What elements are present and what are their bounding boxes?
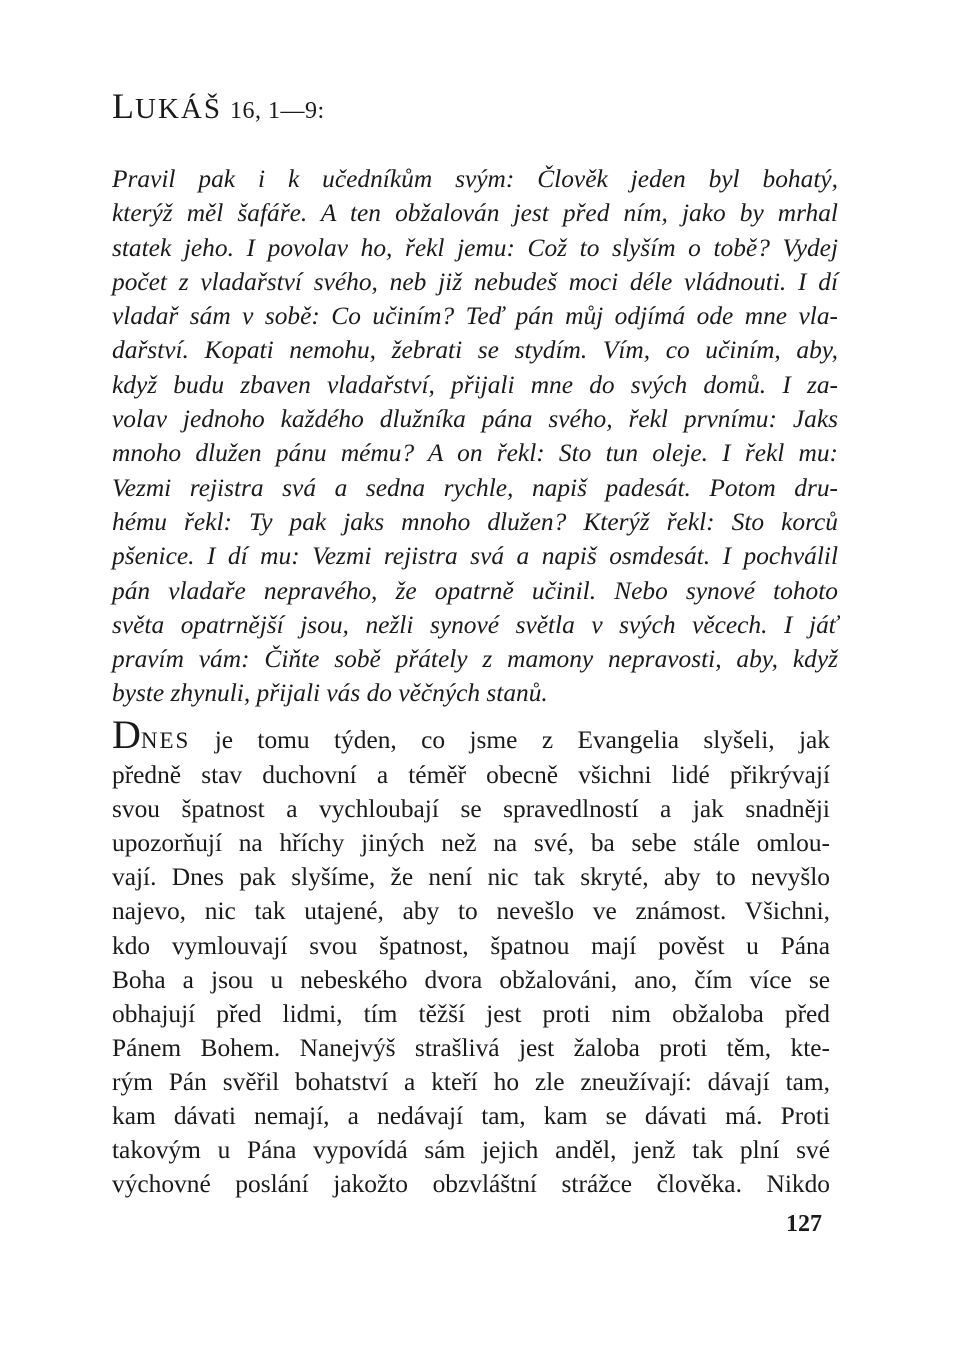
- scripture-line: světa opatrnější jsou, nežli synové světla v svých věcech. I jáť: [112, 610, 838, 639]
- heading-initial: L: [112, 86, 135, 126]
- sermon-body: [112, 712, 830, 1201]
- scripture-line: pán vladaře nepravého, že opatrně učinil. Nebo synové tohoto: [112, 576, 838, 605]
- body-line: obhajují před lidmi, tím těžší jest proti nim obžaloba před: [112, 999, 830, 1028]
- body-line: svou špatnost a vychloubají se spravedlností a jak snadněji: [112, 795, 830, 824]
- body-line: Boha a jsou u nebeského dvora obžalováni, ano, čím více se: [112, 965, 830, 994]
- scripture-line: volav jednoho každého dlužníka pána svého, řekl prvnímu: Jaks: [112, 405, 838, 434]
- body-line: předně stav duchovní a téměř obecně všichni lidé přikrývají: [112, 761, 830, 790]
- scripture-line: pšenice. I dí mu: Vezmi rejistra svá a napiš osmdesát. I pochválil: [112, 542, 838, 571]
- body-line: výchovné poslání jakožto obzvláštní strážce člověka. Nikdo: [112, 1170, 830, 1199]
- lead-in-caps: NES: [140, 728, 191, 753]
- heading-verse-reference: 16, 1—9:: [229, 98, 325, 124]
- body-line: vají. Dnes pak slyšíme, že není nic tak skryté, aby to nevyšlo: [112, 863, 830, 892]
- body-first-line: [112, 712, 830, 758]
- body-line: kdo vymlouvají svou špatnost, špatnou mají pověst u Pána: [112, 931, 830, 960]
- chapter-heading: [112, 84, 325, 133]
- scripture-line: když budu zbaven vladařství, přijali mne do svých domů. I za-: [112, 370, 838, 399]
- scripture-line: pravím vám: Čiňte sobě přátely z mamony nepravosti, aby, když: [112, 645, 838, 674]
- scripture-line: kterýž měl šafáře. A ten obžalován jest před ním, jako by mrhal: [112, 199, 838, 228]
- drop-cap: D: [112, 712, 141, 757]
- body-line: najevo, nic tak utajené, aby to nevešlo ve známost. Všichni,: [112, 897, 830, 926]
- heading-small-caps: UKÁŠ: [135, 93, 222, 125]
- scripture-passage: [112, 162, 838, 711]
- scripture-line: statek jeho. I povolav ho, řekl jemu: Což to slyším o tobě? Vydej: [112, 233, 838, 262]
- body-line-rest: je tomu týden, co jsme z Evangelia slyšeli, jak: [214, 726, 830, 754]
- scripture-line: mnoho dlužen pánu mému? A on řekl: Sto tun oleje. I řekl mu:: [112, 439, 838, 468]
- body-line: kam dávati nemají, a nedávají tam, kam se dávati má. Proti: [112, 1102, 830, 1131]
- scripture-line: dařství. Kopati nemohu, žebrati se stydím. Vím, co učiním, aby,: [112, 336, 838, 365]
- body-line: rým Pán svěřil bohatství a kteří ho zle zneužívají: dávají tam,: [112, 1067, 830, 1096]
- scripture-line: Vezmi rejistra svá a sedna rychle, napiš padesát. Potom dru-: [112, 473, 838, 502]
- body-line: Pánem Bohem. Nanejvýš strašlivá jest žaloba proti těm, kte-: [112, 1033, 830, 1062]
- scripture-line: byste zhynuli, přijali vás do věčných stanů.: [112, 679, 548, 708]
- body-line: takovým u Pána vypovídá sám jejich anděl, jenž tak plní své: [112, 1136, 830, 1165]
- body-line: upozorňují na hříchy jiných než na své, ba sebe stále omlou-: [112, 829, 830, 858]
- scripture-line: hému řekl: Ty pak jaks mnoho dlužen? Kterýž řekl: Sto korců: [112, 507, 838, 536]
- scripture-line: Pravil pak i k učedníkům svým: Člověk jeden byl bohatý,: [112, 165, 838, 193]
- page-number: 127: [786, 1211, 822, 1237]
- scripture-line: počet z vladařství svého, neb již nebudeš moci déle vládnouti. I dí: [112, 267, 838, 296]
- scripture-line: vladař sám v sobě: Co učiním? Teď pán můj odjímá ode mne vla-: [112, 302, 838, 331]
